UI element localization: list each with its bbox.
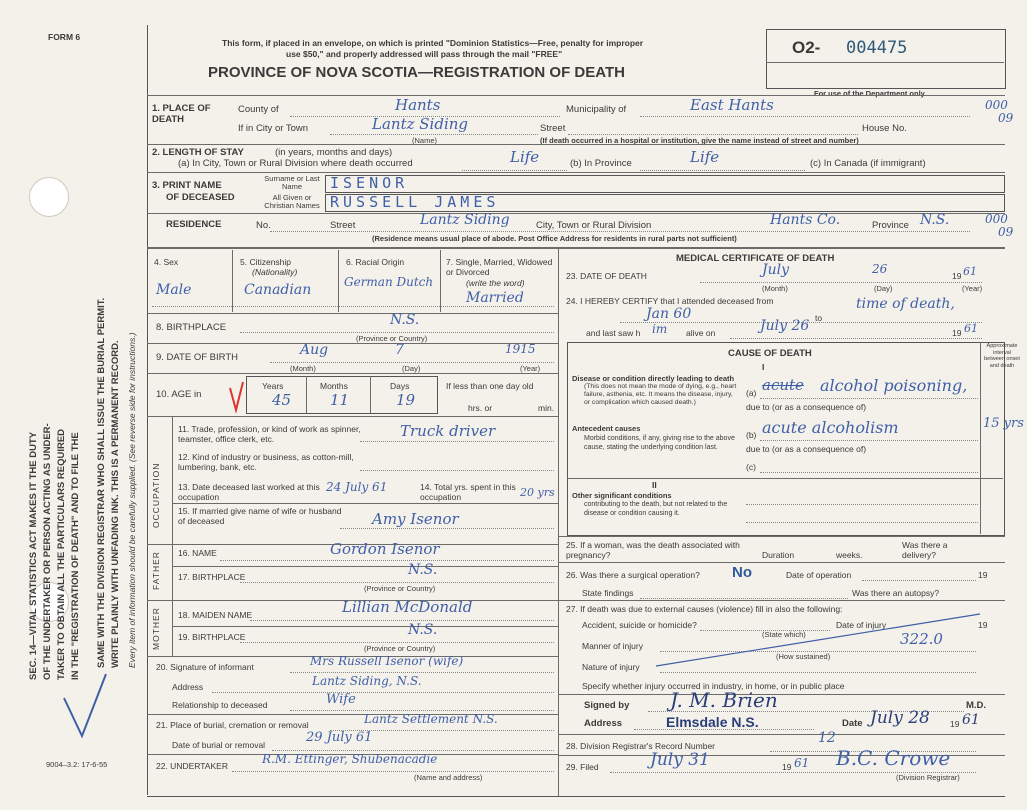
racial-value: German Dutch <box>344 275 434 289</box>
antecedent-label: Antecedent causes <box>572 424 641 433</box>
dob-month-note: (Month) <box>290 364 316 373</box>
county-value: Hants <box>395 96 441 114</box>
name-note: (Name) <box>412 136 438 145</box>
injury-date-label: Date of injury <box>836 620 887 630</box>
external-label: 27. If death was due to external causes (violence) fill in also the following: <box>566 604 843 614</box>
op-date-label: Date of operation <box>786 570 852 580</box>
father-name-value: Gordon Isenor <box>330 540 440 558</box>
age-days-value: 19 <box>396 391 416 409</box>
delivery-label: Was there a delivery? <box>902 540 948 560</box>
filed-year: 61 <box>794 756 810 770</box>
trade-label: 11. Trade, profession, or kind of work as spinner, teamster, office clerk, etc. <box>178 424 361 444</box>
death-date-month: July <box>762 262 790 278</box>
margin-line-5: SAME WITH THE DIVISION REGISTRAR WHO SHALL ISSUE THE BURIAL PERMIT. <box>96 297 107 668</box>
alive-year-prefix: 19 <box>952 328 962 338</box>
nature-label: Nature of injury <box>582 662 640 672</box>
weeks-label: weeks. <box>836 550 863 560</box>
red-check-icon <box>228 380 246 414</box>
age-days-label: Days <box>390 381 410 391</box>
findings-label: State findings <box>582 588 634 598</box>
death-date-label: 23. DATE OF DEATH <box>566 271 647 281</box>
margin-code-4: 09 <box>998 225 1014 239</box>
cause-a-struck: acute <box>762 376 804 394</box>
burial-date-label: Date of burial or removal <box>172 740 266 750</box>
antecedent-sub: Morbid conditions, if any, giving rise to the above cause, stating the underlying condition last. <box>584 435 735 451</box>
age-months-value: 11 <box>330 391 350 409</box>
death-year-prefix: 19 <box>952 271 962 281</box>
alive-date: July 26 <box>760 318 810 334</box>
death-month-note: (Month) <box>762 284 788 293</box>
margin-line-2: OF THE UNDERTAKER OR PERSON ACTING AS UNDER- <box>42 423 53 680</box>
accident-label: Accident, suicide or homicide? <box>582 620 697 630</box>
last-worked-value: 24 July 61 <box>326 480 388 494</box>
residence-city-label: City, Town or Rural Division <box>536 220 652 231</box>
racial-label: 6. Racial Origin <box>346 257 405 267</box>
stay-b-value: Life <box>690 148 720 166</box>
occupation-side-label: OCCUPATION <box>151 462 161 528</box>
cancel-stroke <box>654 610 984 670</box>
woman-label: 25. If a woman, was the death associated with pregnancy? <box>566 540 740 560</box>
city-value: Lantz Siding <box>372 115 468 133</box>
surgical-label: 26. Was there a surgical operation? <box>566 570 700 580</box>
given-value: RUSSELL JAMES <box>330 193 500 211</box>
birthplace-label: 8. BIRTHPLACE <box>156 322 227 333</box>
hrs-label: hrs. or <box>468 403 493 413</box>
residence-province-value: N.S. <box>920 212 950 228</box>
birthplace-note: (Province or Country) <box>356 334 428 343</box>
md-label: M.D. <box>966 700 987 711</box>
mother-birth-label: 19. BIRTHPLACE <box>178 632 246 642</box>
dob-label: 9. DATE OF BIRTH <box>156 352 238 363</box>
stay-a-value: Life <box>510 148 540 166</box>
residence-no-label: No. <box>256 220 271 231</box>
municipality-value: East Hants <box>690 96 774 114</box>
form-code: 9004–3.2: 17-6-55 <box>46 760 108 769</box>
autopsy-label: Was there an autopsy? <box>852 588 940 598</box>
margin-code-1: 000 <box>985 98 1008 112</box>
undertaker-note: (Name and address) <box>414 773 483 782</box>
date2-year-prefix: 19 <box>950 719 960 729</box>
marital-sub: (write the word) <box>466 278 525 288</box>
other-sub: contributing to the death, but not related to the disease or condition causing it. <box>584 501 728 517</box>
undertaker-value: R.M. Ettinger, Shubenacadie <box>262 752 438 766</box>
margin-line-4: IN THE "REGISTRATION OF DEATH" AND TO FILE THE <box>70 432 81 680</box>
name-label-1: 3. PRINT NAME <box>152 180 222 191</box>
death-day-note: (Day) <box>874 284 893 293</box>
residence-street-value: Lantz Siding <box>420 212 510 228</box>
attended-from: Jan 60 <box>646 306 692 322</box>
county-label: County of <box>238 104 279 115</box>
wife-value: Amy Isenor <box>372 510 459 528</box>
cause-title: CAUSE OF DEATH <box>728 348 812 359</box>
stay-sub: (in years, months and days) <box>275 147 393 158</box>
dob-year-note: (Year) <box>520 364 541 373</box>
surgical-value: No <box>732 564 752 581</box>
birthplace-value: N.S. <box>390 312 420 328</box>
mother-birth-note: (Province or Country) <box>364 644 436 653</box>
div-record-label: 28. Division Registrar's Record Number <box>566 741 716 751</box>
due-to-a: due to (or as a consequence of) <box>746 402 867 412</box>
attended-to: time of death, <box>856 296 955 312</box>
citizenship-sub: (Nationality) <box>252 267 298 277</box>
informant-addr-label: Address <box>172 682 204 692</box>
min-label: min. <box>538 403 555 413</box>
undertaker-label: 22. UNDERTAKER <box>156 761 228 771</box>
address-value: Elmsdale N.S. <box>666 714 759 730</box>
dob-day-note: (Day) <box>402 364 421 373</box>
informant-addr-value: Lantz Siding, N.S. <box>312 674 422 688</box>
father-birth-value: N.S. <box>408 562 438 578</box>
manner-label: Manner of injury <box>582 641 643 651</box>
margin-code-3: 000 <box>985 212 1008 226</box>
injury-year-prefix: 19 <box>978 620 988 630</box>
mother-maiden-label: 18. MAIDEN NAME <box>178 610 253 620</box>
mail-note-2: use $50," and properly addressed will pass through the mail "FREE" <box>286 49 563 59</box>
age-years-label: Years <box>262 381 284 391</box>
father-name-label: 16. NAME <box>178 548 217 558</box>
medical-title: MEDICAL CERTIFICATE OF DEATH <box>676 253 835 264</box>
margin-code-2: 09 <box>998 111 1014 125</box>
date2-value: July 28 <box>870 708 930 728</box>
dept-use-note: For use of the Department only <box>814 89 925 98</box>
reg-prefix: O2- <box>792 38 821 57</box>
informant-sig-label: 20. Signature of informant <box>156 662 254 672</box>
name-label-2: OF DECEASED <box>166 192 235 203</box>
last-saw-label: and last saw h <box>586 328 641 338</box>
stay-label: 2. LENGTH OF STAY <box>152 147 244 158</box>
surname-value: ISENOR <box>330 174 409 192</box>
attended-to-label: to <box>815 313 823 323</box>
state-which-note: (State which) <box>762 630 806 639</box>
signed-label: Signed by <box>584 700 630 711</box>
cause-b-value: acute alcoholism <box>762 418 899 437</box>
burial-label: 21. Place of burial, cremation or removal <box>156 720 309 730</box>
margin-line-1: SEC. 14—VITAL STATISTICS ACT MAKES IT THE DUTY <box>28 431 39 680</box>
op-year-prefix: 19 <box>978 570 988 580</box>
residence-province-label: Province <box>872 220 909 231</box>
mother-maiden-value: Lillian McDonald <box>342 598 473 616</box>
burial-date-value: 29 July 61 <box>306 730 373 745</box>
registrar-signature: B.C. Crowe <box>836 746 951 770</box>
city-label: If in City or Town <box>238 123 309 134</box>
house-label: House No. <box>862 123 907 134</box>
total-years-value: 20 yrs <box>520 486 555 499</box>
residence-street-label: Street <box>330 220 356 231</box>
informant-sig-value: Mrs Russell Isenor (wife) <box>310 654 464 668</box>
margin-line-6: WRITE PLAINLY WITH UNFADING INK. THIS IS A PERMANENT RECORD. <box>110 340 121 668</box>
place-label: 1. PLACE OF DEATH <box>152 103 211 125</box>
last-saw-him: im <box>652 322 668 336</box>
street-label: Street <box>540 123 566 134</box>
div-record-number: 12 <box>818 730 836 746</box>
manner-code: 322.0 <box>900 630 943 648</box>
mother-birth-value: N.S. <box>408 622 438 638</box>
less-than-day: If less than one day old <box>446 381 534 391</box>
certify-label: 24. I HEREBY CERTIFY that I attended deceased from <box>566 296 774 306</box>
hospital-note: (If death occurred in a hospital or institution, give the name instead of street and number) <box>540 136 859 145</box>
margin-line-3: TAKER TO OBTAIN ALL THE PARTICULARS REQUIRED <box>56 428 67 680</box>
father-birth-label: 17. BIRTHPLACE <box>178 572 246 582</box>
marital-value: Married <box>466 290 524 306</box>
age-label: 10. AGE in <box>156 389 202 400</box>
citizenship-value: Canadian <box>244 282 312 298</box>
dob-year: 1915 <box>505 342 536 356</box>
cause-b-interval: 15 yrs <box>983 416 1024 431</box>
reg-number: 004475 <box>846 38 908 58</box>
father-side-label: FATHER <box>151 551 161 590</box>
father-birth-note: (Province or Country) <box>364 584 436 593</box>
trade-value: Truck driver <box>400 422 496 440</box>
death-date-day: 26 <box>872 262 888 276</box>
roman-two: II <box>652 480 657 490</box>
registrar-note: (Division Registrar) <box>896 773 960 782</box>
marital-label: 7. Single, Married, Widowed or Divorced <box>446 257 553 277</box>
stay-b-label: (b) In Province <box>570 158 632 169</box>
sex-value: Male <box>156 282 192 298</box>
municipality-label: Municipality of <box>566 104 627 115</box>
mother-side-label: MOTHER <box>151 607 161 650</box>
residence-city-value: Hants Co. <box>770 212 841 228</box>
direct-sub: (This does not mean the mode of dying, e.g., heart failure, asthenia, etc. It means the disease, injury, or complication which caused death.) <box>584 383 737 406</box>
alive-label: alive on <box>686 328 716 338</box>
citizenship-label: 5. Citizenship <box>240 257 292 267</box>
dob-day: 7 <box>395 342 404 358</box>
form-title: PROVINCE OF NOVA SCOTIA—REGISTRATION OF DEATH <box>208 64 625 81</box>
check-mark-icon <box>60 670 110 740</box>
due-to-b: due to (or as a consequence of) <box>746 444 867 454</box>
filed-value: July 31 <box>650 750 710 770</box>
roman-one: I <box>762 362 765 372</box>
relationship-label: Relationship to deceased <box>172 700 268 710</box>
residence-label: RESIDENCE <box>166 219 222 230</box>
death-date-year: 61 <box>963 265 977 278</box>
punch-hole-top <box>29 177 69 217</box>
date2-label: Date <box>842 718 863 729</box>
dob-month: Aug <box>300 342 329 358</box>
stay-c-label: (c) In Canada (if immigrant) <box>810 158 926 169</box>
filed-label: 29. Filed <box>566 762 599 772</box>
burial-value: Lantz Settlement N.S. <box>364 712 498 726</box>
residence-note: (Residence means usual place of abode. Post Office Address for residents in rural parts not sufficient) <box>372 234 737 243</box>
total-years-label: 14. Total yrs. spent in this occupation <box>420 482 516 502</box>
interval-note: Approximate interval between onset and death <box>984 343 1020 369</box>
how-note: (How sustained) <box>776 652 831 661</box>
industry-label: 12. Kind of industry or business, as cotton-mill, lumbering, bank, etc. <box>178 452 354 472</box>
alive-year: 61 <box>964 322 978 335</box>
cause-a-label: (a) <box>746 388 757 398</box>
specify-label: Specify whether injury occurred in industry, in home, or in public place <box>582 681 845 691</box>
mail-note-1: This form, if placed in an envelope, on which is printed "Dominion Statistics—Free, penalty for improper <box>222 38 644 48</box>
last-worked-label: 13. Date deceased last worked at this occupation <box>178 482 320 502</box>
given-label: All Given or Christian Names <box>264 193 320 210</box>
address-label: Address <box>584 718 623 729</box>
form-number: FORM 6 <box>48 32 81 42</box>
cause-a-value: alcohol poisoning, <box>820 376 968 395</box>
wife-label: 15. If married give name of wife or husband of deceased <box>178 506 342 526</box>
other-label: Other significant conditions <box>572 491 672 500</box>
surname-label: Surname or Last Name <box>264 174 320 191</box>
signed-value: J. M. Brien <box>670 688 778 712</box>
age-years-value: 45 <box>272 391 292 409</box>
stay-a-label: (a) In City, Town or Rural Division where death occurred <box>178 158 413 169</box>
age-months-label: Months <box>320 381 348 391</box>
relationship-value: Wife <box>326 692 356 707</box>
cause-c-label: (c) <box>746 462 756 472</box>
death-year-note: (Year) <box>962 284 983 293</box>
cause-b-label: (b) <box>746 430 757 440</box>
sex-label: 4. Sex <box>154 257 179 267</box>
filed-year-prefix: 19 <box>782 762 792 772</box>
duration-label: Duration <box>762 550 795 560</box>
date2-year: 61 <box>962 712 980 728</box>
direct-label: Disease or condition directly leading to death <box>572 374 735 383</box>
margin-line-7: Every item of information should be carefully supplied. (See reverse side for instructions.) <box>127 332 137 668</box>
